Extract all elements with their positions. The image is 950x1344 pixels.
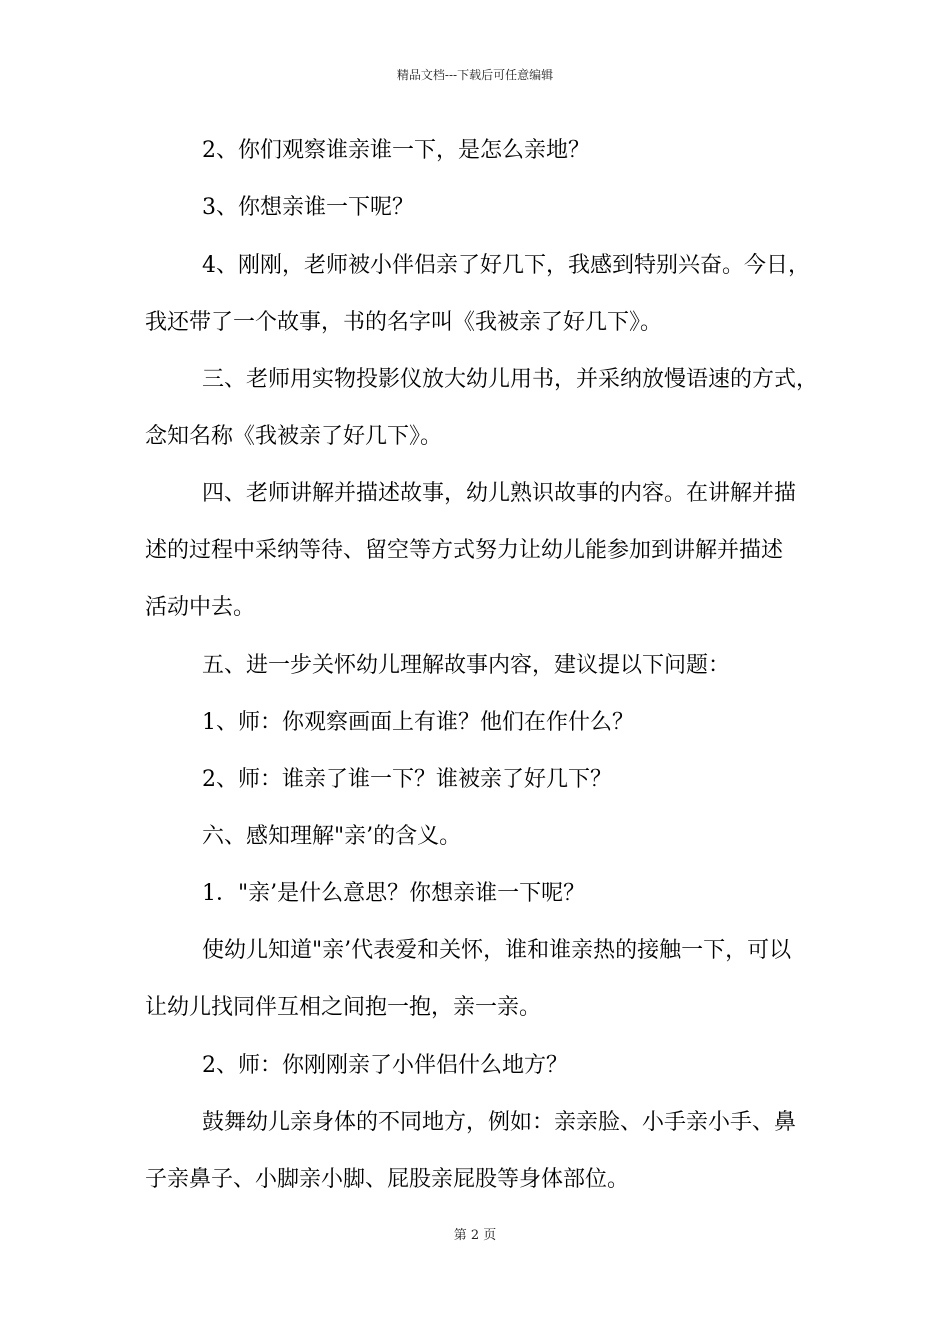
paragraph-line: 三、老师用实物投影仪放大幼儿用书，并采纳放慢语速的方式， xyxy=(202,367,819,392)
paragraph-line: 五、进一步关怀幼儿理解故事内容，建议提以下问题： xyxy=(202,653,731,678)
page-number: 第 2 页 xyxy=(453,1228,497,1243)
paragraph-line: 活动中去。 xyxy=(145,595,256,620)
paragraph-line: 4、刚刚，老师被小伴侣亲了好几下，我感到特别兴奋。今日， xyxy=(202,253,810,278)
paragraph-line: 四、老师讲解并描述故事，幼儿熟识故事的内容。在讲解并描 xyxy=(202,481,797,506)
paragraph-line: 念知名称《我被亲了好几下》。 xyxy=(145,424,443,449)
paragraph-line: 述的过程中采纳等待、留空等方式努力让幼儿能参加到讲解并描述 xyxy=(145,538,784,563)
page-header: 精品文档---下载后可任意编辑 xyxy=(396,68,554,82)
paragraph-line: 鼓舞幼儿亲身体的不同地方，例如：亲亲脸、小手亲小手、鼻 xyxy=(202,1110,797,1135)
paragraph-line: 3、你想亲谁一下呢？ xyxy=(202,195,414,220)
paragraph-line: 使幼儿知道"亲’代表爱和关怀，谁和谁亲热的接触一下，可以 xyxy=(202,938,792,963)
paragraph-line: 让幼儿找同伴互相之间抱一抱，亲一亲。 xyxy=(145,995,542,1020)
paragraph-line: 子亲鼻子、小脚亲小脚、屁股亲屁股等身体部位。 xyxy=(145,1167,630,1192)
paragraph-line: 2、师：谁亲了谁一下？谁被亲了好几下？ xyxy=(202,767,612,792)
paragraph-line: 1、师：你观察画面上有谁？他们在作什么？ xyxy=(202,710,634,735)
paragraph-line: 2、师：你刚刚亲了小伴侣什么地方？ xyxy=(202,1053,568,1078)
paragraph-line: 1．"亲’是什么意思？你想亲谁一下呢？ xyxy=(202,881,586,906)
paragraph-line: 我还带了一个故事，书的名字叫《我被亲了好几下》。 xyxy=(145,310,663,335)
paragraph-line: 2、你们观察谁亲谁一下，是怎么亲地？ xyxy=(202,138,590,163)
paragraph-line: 六、感知理解"亲’的含义。 xyxy=(202,824,462,849)
